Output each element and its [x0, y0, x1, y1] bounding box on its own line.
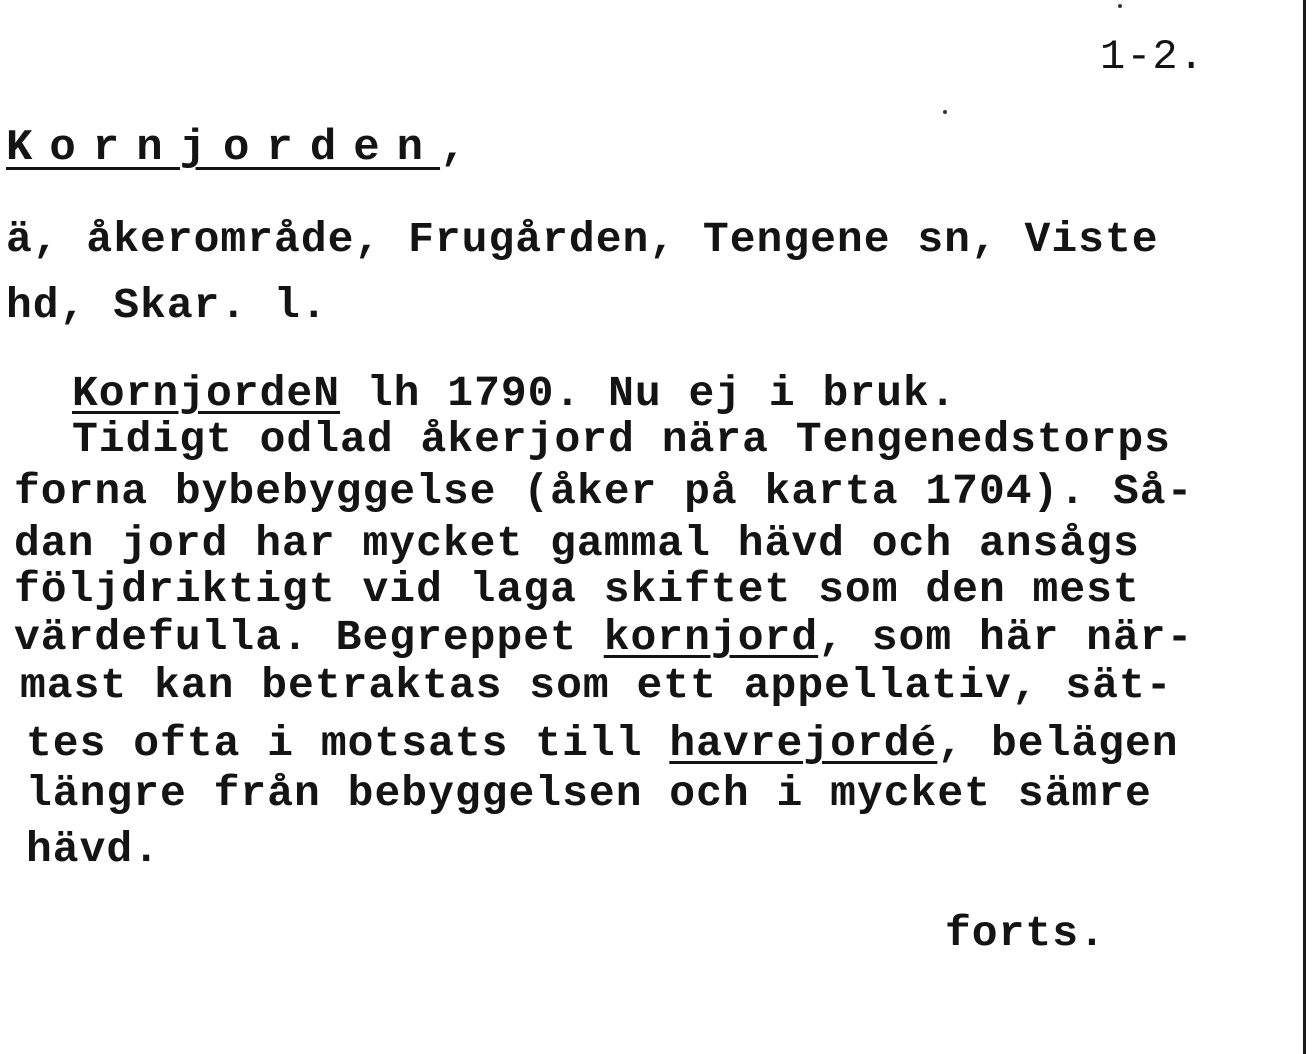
body-line-6 — [14, 613, 1194, 662]
body-line-10: hävd. — [26, 825, 161, 874]
heading-word: Kornjorden — [6, 123, 441, 173]
body-line-6-end: , som här när- — [818, 613, 1194, 662]
term-kornjord: kornjord — [603, 613, 819, 662]
body-line-7: mast kan betraktas som ett appellativ, sät- — [20, 661, 1173, 710]
body-line-2: Tidigt odlad åkerjord nära Tengenedstorps — [72, 415, 1171, 464]
ink-speck — [943, 110, 947, 114]
body-line-5: följdriktigt vid laga skiftet som den mest — [14, 565, 1140, 614]
body-line-1 — [72, 369, 957, 418]
heading-comma: , — [440, 123, 468, 173]
body-line-8-start: tes ofta i motsats till — [26, 719, 670, 768]
continued-note: forts. — [945, 909, 1106, 958]
body-line-8 — [26, 719, 1179, 768]
source-reference-text: lh 1790. Nu ej i bruk. — [340, 369, 957, 418]
ink-speck — [1118, 4, 1122, 8]
page-number: 1-2. — [1100, 33, 1205, 81]
body-line-9: längre från bebyggelsen och i mycket sämre — [26, 769, 1152, 818]
body-line-4: dan jord har mycket gammal hävd och ansågs — [14, 519, 1140, 568]
body-line-3: forna bybebyggelse (åker på karta 1704). Så- — [14, 467, 1194, 516]
term-havrejord: havrejordé — [669, 719, 938, 768]
body-line-6-start: värdefulla. Begreppet — [14, 613, 604, 662]
source-reference-term: KornjordeN — [72, 369, 341, 418]
classification-line-1: ä, åkerområde, Frugården, Tengene sn, Viste — [6, 215, 1159, 264]
body-line-8-end: , belägen — [937, 719, 1179, 768]
card-right-edge — [1303, 0, 1306, 1054]
entry-heading — [6, 123, 468, 173]
classification-line-2: hd, Skar. l. — [6, 281, 328, 330]
